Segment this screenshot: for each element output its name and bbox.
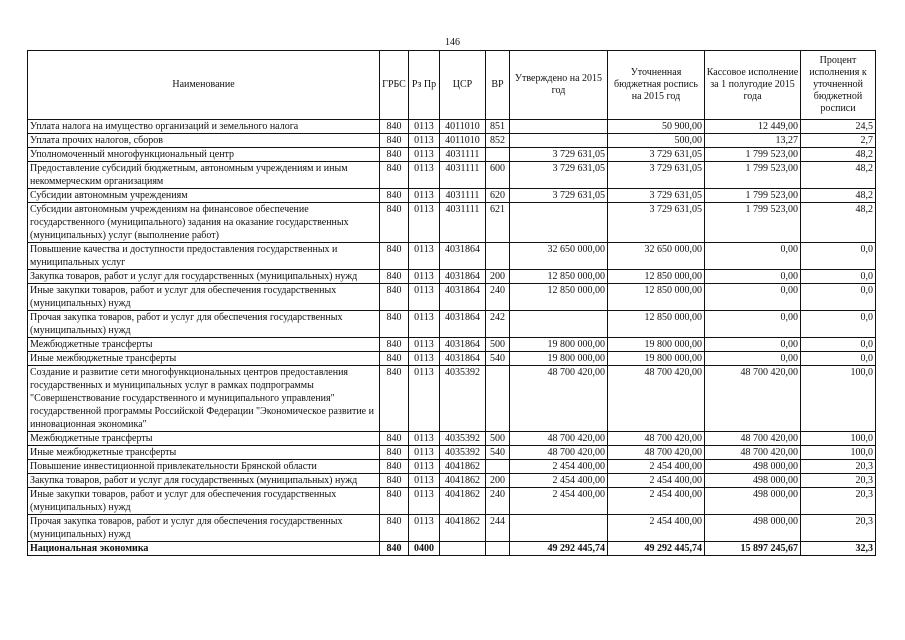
- table-row: [28, 284, 876, 311]
- cell-revised: 3 729 631,05: [608, 148, 705, 162]
- cell-percent: 0,0: [801, 338, 876, 352]
- cell-grbs: 840: [380, 515, 409, 542]
- cell-grbs: 840: [380, 474, 409, 488]
- cell-name: Иные закупки товаров, работ и услуг для обеспечения государственных (муниципальных) нужд: [28, 284, 380, 311]
- cell-revised: 2 454 400,00: [608, 515, 705, 542]
- cell-rzpr: 0113: [409, 189, 440, 203]
- cell-grbs: 840: [380, 338, 409, 352]
- cell-revised: 48 700 420,00: [608, 366, 705, 432]
- cell-revised: 32 650 000,00: [608, 243, 705, 270]
- cell-name: Уполномоченный многофункциональный центр: [28, 148, 380, 162]
- cell-rzpr: 0113: [409, 270, 440, 284]
- cell-grbs: 840: [380, 311, 409, 338]
- cell-name: Национальная экономика: [28, 542, 380, 556]
- table-row: [28, 270, 876, 284]
- cell-name: Иные межбюджетные трансферты: [28, 352, 380, 366]
- cell-csr: 4011010: [440, 134, 486, 148]
- cell-grbs: 840: [380, 488, 409, 515]
- cell-csr: 4031864: [440, 352, 486, 366]
- cell-name: Закупка товаров, работ и услуг для государственных (муниципальных) нужд: [28, 474, 380, 488]
- cell-rzpr: 0113: [409, 352, 440, 366]
- cell-csr: 4041862: [440, 460, 486, 474]
- cell-vr: 621: [486, 203, 510, 243]
- header-name: Наименование: [28, 51, 380, 120]
- cell-vr: 540: [486, 446, 510, 460]
- cell-revised: 3 729 631,05: [608, 162, 705, 189]
- cell-cash: 0,00: [705, 311, 801, 338]
- header-cash: Кассовое исполнение за 1 полугодие 2015 года: [705, 51, 801, 120]
- cell-grbs: 840: [380, 270, 409, 284]
- table-row: [28, 515, 876, 542]
- cell-csr: 4041862: [440, 488, 486, 515]
- cell-grbs: 840: [380, 243, 409, 270]
- cell-percent: 0,0: [801, 352, 876, 366]
- cell-name: Закупка товаров, работ и услуг для государственных (муниципальных) нужд: [28, 270, 380, 284]
- cell-vr: 620: [486, 189, 510, 203]
- cell-revised: 50 900,00: [608, 120, 705, 134]
- cell-revised: 3 729 631,05: [608, 203, 705, 243]
- cell-csr: 4035392: [440, 366, 486, 432]
- cell-name: Уплата прочих налогов, сборов: [28, 134, 380, 148]
- cell-name: Субсидии автономным учреждениям: [28, 189, 380, 203]
- cell-revised: 3 729 631,05: [608, 189, 705, 203]
- cell-name: Межбюджетные трансферты: [28, 338, 380, 352]
- table-row: [28, 243, 876, 270]
- cell-cash: 15 897 245,67: [705, 542, 801, 556]
- table-row: [28, 488, 876, 515]
- cell-rzpr: 0113: [409, 446, 440, 460]
- cell-approved: 2 454 400,00: [510, 460, 608, 474]
- cell-csr: 4041862: [440, 515, 486, 542]
- cell-approved: 48 700 420,00: [510, 446, 608, 460]
- cell-cash: 12 449,00: [705, 120, 801, 134]
- cell-approved: 12 850 000,00: [510, 270, 608, 284]
- cell-vr: 242: [486, 311, 510, 338]
- cell-cash: 13,27: [705, 134, 801, 148]
- cell-vr: [486, 148, 510, 162]
- cell-rzpr: 0113: [409, 460, 440, 474]
- cell-approved: 19 800 000,00: [510, 338, 608, 352]
- table-row: [28, 352, 876, 366]
- cell-cash: 48 700 420,00: [705, 446, 801, 460]
- cell-percent: 2,7: [801, 134, 876, 148]
- cell-grbs: 840: [380, 366, 409, 432]
- cell-cash: 0,00: [705, 338, 801, 352]
- cell-rzpr: 0113: [409, 203, 440, 243]
- cell-rzpr: 0113: [409, 148, 440, 162]
- table-row: [28, 203, 876, 243]
- cell-revised: 2 454 400,00: [608, 488, 705, 515]
- cell-name: Прочая закупка товаров, работ и услуг для обеспечения государственных (муниципальных) нужд: [28, 311, 380, 338]
- cell-name: Создание и развитие сети многофункциональных центров предоставления государственных и муниципальных услуг в рамках подпрограммы "Совершенствование государственного и муниципального управления" государственной программы Российской Федерации "Экономическое развитие и инновационная экономика": [28, 366, 380, 432]
- cell-rzpr: 0113: [409, 488, 440, 515]
- cell-rzpr: 0113: [409, 474, 440, 488]
- cell-vr: [486, 460, 510, 474]
- cell-csr: 4031864: [440, 270, 486, 284]
- cell-name: Иные межбюджетные трансферты: [28, 446, 380, 460]
- cell-revised: 500,00: [608, 134, 705, 148]
- cell-revised: 12 850 000,00: [608, 270, 705, 284]
- cell-percent: 0,0: [801, 311, 876, 338]
- cell-percent: 100,0: [801, 432, 876, 446]
- cell-percent: 20,3: [801, 474, 876, 488]
- cell-grbs: 840: [380, 134, 409, 148]
- cell-cash: 498 000,00: [705, 460, 801, 474]
- cell-rzpr: 0113: [409, 134, 440, 148]
- cell-approved: [510, 515, 608, 542]
- cell-grbs: 840: [380, 542, 409, 556]
- cell-rzpr: 0113: [409, 432, 440, 446]
- cell-percent: 20,3: [801, 460, 876, 474]
- cell-percent: 0,0: [801, 270, 876, 284]
- header-revised: Уточненная бюджетная роспись на 2015 год: [608, 51, 705, 120]
- cell-name: Повышение инвестиционной привлекательности Брянской области: [28, 460, 380, 474]
- cell-approved: 48 700 420,00: [510, 366, 608, 432]
- cell-grbs: 840: [380, 148, 409, 162]
- cell-cash: 0,00: [705, 243, 801, 270]
- cell-csr: 4031864: [440, 284, 486, 311]
- cell-vr: 500: [486, 432, 510, 446]
- cell-cash: 1 799 523,00: [705, 162, 801, 189]
- cell-grbs: 840: [380, 460, 409, 474]
- cell-approved: 48 700 420,00: [510, 432, 608, 446]
- cell-csr: 4011010: [440, 120, 486, 134]
- cell-name: Иные закупки товаров, работ и услуг для обеспечения государственных (муниципальных) нужд: [28, 488, 380, 515]
- cell-vr: 500: [486, 338, 510, 352]
- header-approved: Утверждено на 2015 год: [510, 51, 608, 120]
- cell-csr: 4031864: [440, 243, 486, 270]
- cell-revised: 12 850 000,00: [608, 311, 705, 338]
- cell-vr: 240: [486, 488, 510, 515]
- cell-percent: 48,2: [801, 162, 876, 189]
- cell-grbs: 840: [380, 120, 409, 134]
- cell-cash: 498 000,00: [705, 488, 801, 515]
- cell-rzpr: 0113: [409, 284, 440, 311]
- cell-rzpr: 0400: [409, 542, 440, 556]
- cell-rzpr: 0113: [409, 311, 440, 338]
- cell-cash: 0,00: [705, 352, 801, 366]
- cell-approved: 12 850 000,00: [510, 284, 608, 311]
- cell-revised: 48 700 420,00: [608, 446, 705, 460]
- header-rzpr: Рз Пр: [409, 51, 440, 120]
- cell-percent: 48,2: [801, 148, 876, 162]
- cell-csr: 4031864: [440, 338, 486, 352]
- cell-csr: 4035392: [440, 446, 486, 460]
- cell-grbs: 840: [380, 203, 409, 243]
- cell-csr: 4031111: [440, 162, 486, 189]
- cell-grbs: 840: [380, 162, 409, 189]
- cell-vr: 200: [486, 270, 510, 284]
- cell-grbs: 840: [380, 189, 409, 203]
- cell-approved: 19 800 000,00: [510, 352, 608, 366]
- cell-percent: 0,0: [801, 284, 876, 311]
- cell-approved: 49 292 445,74: [510, 542, 608, 556]
- cell-percent: 100,0: [801, 446, 876, 460]
- table-row: [28, 338, 876, 352]
- cell-cash: 0,00: [705, 270, 801, 284]
- cell-revised: 2 454 400,00: [608, 474, 705, 488]
- cell-percent: 20,3: [801, 488, 876, 515]
- cell-approved: 3 729 631,05: [510, 189, 608, 203]
- cell-percent: 0,0: [801, 243, 876, 270]
- table-row: [28, 134, 876, 148]
- cell-csr: 4031864: [440, 311, 486, 338]
- cell-cash: 498 000,00: [705, 515, 801, 542]
- table-row: [28, 446, 876, 460]
- cell-cash: 1 799 523,00: [705, 203, 801, 243]
- cell-approved: 2 454 400,00: [510, 474, 608, 488]
- cell-cash: 48 700 420,00: [705, 366, 801, 432]
- cell-vr: [486, 366, 510, 432]
- cell-name: Субсидии автономным учреждениям на финансовое обеспечение государственного (муниципального) задания на оказание государственных (муниципальных) услуг (выполнение работ): [28, 203, 380, 243]
- cell-percent: 48,2: [801, 203, 876, 243]
- cell-csr: 4031111: [440, 148, 486, 162]
- cell-vr: 851: [486, 120, 510, 134]
- cell-vr: 540: [486, 352, 510, 366]
- cell-name: Предоставление субсидий бюджетным, автономным учреждениям и иным некоммерческим организациям: [28, 162, 380, 189]
- cell-revised: 48 700 420,00: [608, 432, 705, 446]
- budget-table: [27, 50, 876, 556]
- cell-name: Уплата налога на имущество организаций и земельного налога: [28, 120, 380, 134]
- table-row: [28, 432, 876, 446]
- cell-vr: 600: [486, 162, 510, 189]
- table-row: [28, 311, 876, 338]
- cell-approved: [510, 134, 608, 148]
- cell-vr: 200: [486, 474, 510, 488]
- page-number: 146: [445, 37, 460, 48]
- table-body: [28, 120, 876, 556]
- table-row: [28, 366, 876, 432]
- table-row: [28, 189, 876, 203]
- cell-csr: 4031111: [440, 203, 486, 243]
- cell-vr: 244: [486, 515, 510, 542]
- cell-grbs: 840: [380, 284, 409, 311]
- cell-cash: 498 000,00: [705, 474, 801, 488]
- cell-cash: 1 799 523,00: [705, 189, 801, 203]
- header-vr: ВР: [486, 51, 510, 120]
- cell-rzpr: 0113: [409, 243, 440, 270]
- table-row: [28, 474, 876, 488]
- cell-revised: 19 800 000,00: [608, 338, 705, 352]
- cell-percent: 24,5: [801, 120, 876, 134]
- cell-approved: [510, 120, 608, 134]
- cell-approved: 32 650 000,00: [510, 243, 608, 270]
- header-percent: Процент исполнения к уточненной бюджетной росписи: [801, 51, 876, 120]
- cell-name: Повышение качества и доступности предоставления государственных и муниципальных услуг: [28, 243, 380, 270]
- cell-grbs: 840: [380, 446, 409, 460]
- cell-csr: 4035392: [440, 432, 486, 446]
- cell-percent: 100,0: [801, 366, 876, 432]
- cell-csr: [440, 542, 486, 556]
- cell-percent: 20,3: [801, 515, 876, 542]
- cell-vr: 852: [486, 134, 510, 148]
- cell-approved: 2 454 400,00: [510, 488, 608, 515]
- cell-approved: 3 729 631,05: [510, 148, 608, 162]
- cell-vr: 240: [486, 284, 510, 311]
- cell-percent: 32,3: [801, 542, 876, 556]
- header-csr: ЦСР: [440, 51, 486, 120]
- table-row: [28, 162, 876, 189]
- cell-approved: [510, 203, 608, 243]
- cell-grbs: 840: [380, 432, 409, 446]
- table-header-row: [28, 51, 876, 120]
- cell-revised: 49 292 445,74: [608, 542, 705, 556]
- cell-name: Прочая закупка товаров, работ и услуг для обеспечения государственных (муниципальных) нужд: [28, 515, 380, 542]
- table-row: [28, 120, 876, 134]
- cell-revised: 19 800 000,00: [608, 352, 705, 366]
- cell-cash: 0,00: [705, 284, 801, 311]
- cell-approved: 3 729 631,05: [510, 162, 608, 189]
- cell-vr: [486, 542, 510, 556]
- header-grbs: ГРБС: [380, 51, 409, 120]
- table-row: [28, 460, 876, 474]
- cell-revised: 2 454 400,00: [608, 460, 705, 474]
- cell-name: Межбюджетные трансферты: [28, 432, 380, 446]
- cell-csr: 4041862: [440, 474, 486, 488]
- cell-approved: [510, 311, 608, 338]
- cell-percent: 48,2: [801, 189, 876, 203]
- cell-cash: 48 700 420,00: [705, 432, 801, 446]
- cell-rzpr: 0113: [409, 120, 440, 134]
- cell-revised: 12 850 000,00: [608, 284, 705, 311]
- cell-grbs: 840: [380, 352, 409, 366]
- cell-csr: 4031111: [440, 189, 486, 203]
- table-row: [28, 542, 876, 556]
- cell-cash: 1 799 523,00: [705, 148, 801, 162]
- cell-rzpr: 0113: [409, 338, 440, 352]
- cell-vr: [486, 243, 510, 270]
- table-row: [28, 148, 876, 162]
- cell-rzpr: 0113: [409, 515, 440, 542]
- cell-rzpr: 0113: [409, 162, 440, 189]
- cell-rzpr: 0113: [409, 366, 440, 432]
